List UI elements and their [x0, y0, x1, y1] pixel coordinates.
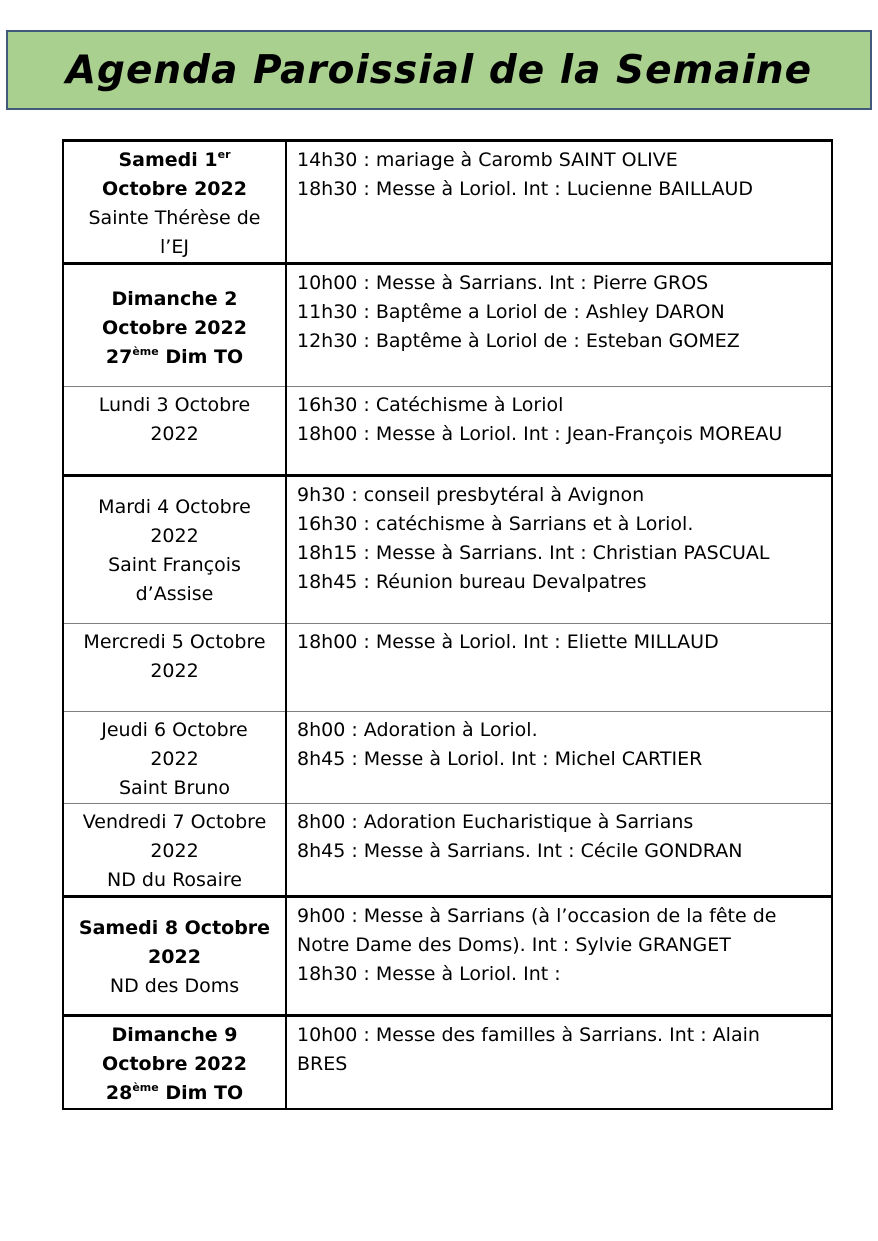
- events-cell: [286, 264, 832, 387]
- day-year: 2022: [150, 423, 199, 445]
- day-cell: [63, 712, 286, 804]
- events-cell: [286, 141, 832, 264]
- event-line: Notre Dame des Doms). Int : Sylvie GRANGET: [297, 934, 731, 956]
- day-month: Octobre 2022: [102, 178, 247, 200]
- event-line: 16h30 : catéchisme à Sarrians et à Loriol.: [297, 513, 694, 535]
- day-cell: [63, 897, 286, 1016]
- table-row: [63, 624, 832, 712]
- event-line: 8h00 : Adoration à Loriol.: [297, 719, 538, 741]
- table-row: [63, 897, 832, 1016]
- day-saint: d’Assise: [135, 583, 214, 605]
- events-cell: [286, 476, 832, 624]
- event-line: 18h45 : Réunion bureau Devalpatres: [297, 571, 647, 593]
- day-saint: ND du Rosaire: [107, 869, 242, 891]
- event-line: 12h30 : Baptême à Loriol de : Esteban GOMEZ: [297, 330, 740, 352]
- day-cell: [63, 141, 286, 264]
- event-line: 9h00 : Messe à Sarrians (à l’occasion de la fête de: [297, 905, 777, 927]
- day-date: Vendredi 7 Octobre: [82, 811, 267, 833]
- table-row: [63, 141, 832, 264]
- day-year: 2022: [150, 525, 199, 547]
- event-line: 18h00 : Messe à Loriol. Int : Eliette MILLAUD: [297, 631, 719, 653]
- event-line: 11h30 : Baptême a Loriol de : Ashley DARON: [297, 301, 725, 323]
- events-cell: [286, 897, 832, 1016]
- agenda-table: [62, 139, 833, 1110]
- event-line: 10h00 : Messe à Sarrians. Int : Pierre GROS: [297, 272, 709, 294]
- day-year: 2022: [148, 946, 201, 968]
- day-saint: l’EJ: [160, 236, 189, 258]
- event-line: 10h00 : Messe des familles à Sarrians. Int : Alain: [297, 1024, 760, 1046]
- events-cell: [286, 712, 832, 804]
- day-liturgy: 27ème Dim TO: [105, 345, 244, 368]
- day-saint: Sainte Thérèse de: [88, 207, 261, 229]
- events-cell: [286, 387, 832, 476]
- event-line: 8h45 : Messe à Loriol. Int : Michel CARTIER: [297, 748, 703, 770]
- table-row: [63, 476, 832, 624]
- day-saint: Saint Bruno: [118, 777, 231, 799]
- day-month: Octobre 2022: [102, 1053, 247, 1075]
- table-row: [63, 712, 832, 804]
- day-cell: [63, 804, 286, 897]
- title-banner: [6, 30, 872, 110]
- table-row: [63, 804, 832, 897]
- day-date: Samedi 8 Octobre: [78, 917, 271, 939]
- day-cell: [63, 1016, 286, 1110]
- event-line: 18h00 : Messe à Loriol. Int : Jean-François MOREAU: [297, 423, 783, 445]
- event-line: 8h00 : Adoration Eucharistique à Sarrians: [297, 811, 694, 833]
- table-row: [63, 1016, 832, 1110]
- event-line: BRES: [297, 1053, 348, 1075]
- day-saint: Saint François: [108, 554, 241, 576]
- day-cell: [63, 476, 286, 624]
- day-year: 2022: [150, 748, 199, 770]
- day-cell: [63, 387, 286, 476]
- events-cell: [286, 1016, 832, 1110]
- day-liturgy: 28ème Dim TO: [105, 1081, 244, 1104]
- event-line: 18h30 : Messe à Loriol. Int :: [297, 963, 561, 985]
- event-line: 9h30 : conseil presbytéral à Avignon: [297, 484, 645, 506]
- event-line: 8h45 : Messe à Sarrians. Int : Cécile GONDRAN: [297, 840, 743, 862]
- day-date: Jeudi 6 Octobre: [101, 719, 248, 741]
- page-title: Agenda Paroissial de la Semaine: [65, 47, 813, 93]
- event-line: 16h30 : Catéchisme à Loriol: [297, 394, 564, 416]
- event-line: 18h30 : Messe à Loriol. Int : Lucienne BAILLAUD: [297, 178, 753, 200]
- table-row: [63, 387, 832, 476]
- day-year: 2022: [150, 660, 199, 682]
- events-cell: [286, 624, 832, 712]
- day-cell: [63, 624, 286, 712]
- events-cell: [286, 804, 832, 897]
- day-cell: [63, 264, 286, 387]
- day-date: Dimanche 9: [111, 1024, 238, 1046]
- day-date: Mercredi 5 Octobre: [83, 631, 266, 653]
- event-line: 18h15 : Messe à Sarrians. Int : Christian PASCUAL: [297, 542, 770, 564]
- day-year: 2022: [150, 840, 199, 862]
- day-date: Samedi 1er: [118, 148, 231, 171]
- day-date: Lundi 3 Octobre: [98, 394, 251, 416]
- event-line: 14h30 : mariage à Caromb SAINT OLIVE: [297, 149, 678, 171]
- table-row: [63, 264, 832, 387]
- day-date: Mardi 4 Octobre: [98, 496, 251, 518]
- day-date: Dimanche 2: [111, 288, 238, 310]
- day-month: Octobre 2022: [102, 317, 247, 339]
- day-saint: ND des Doms: [109, 975, 240, 997]
